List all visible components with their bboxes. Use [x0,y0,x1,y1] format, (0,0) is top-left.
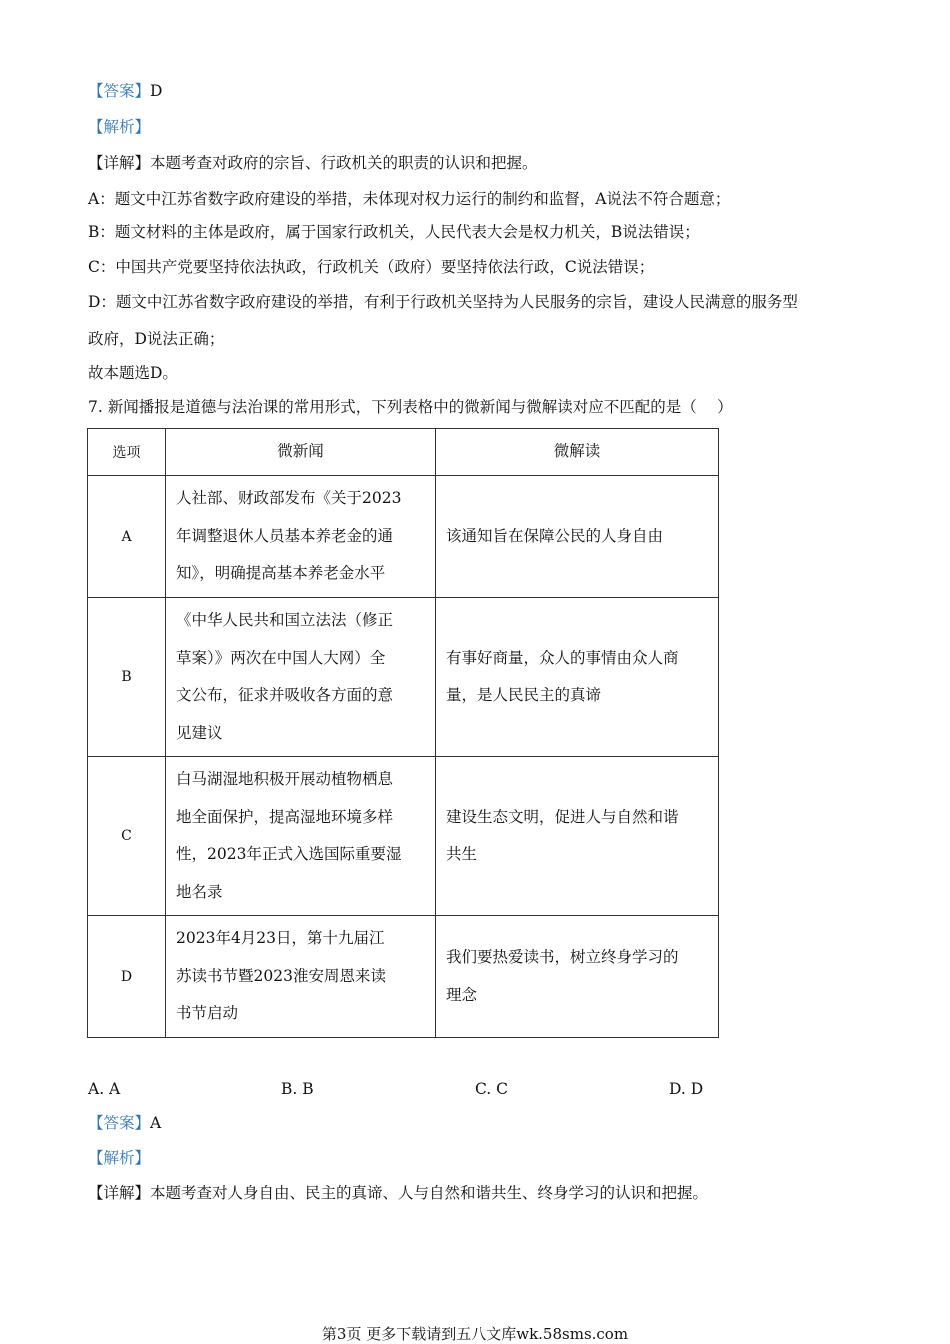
interp-line: 该通知旨在保障公民的人身自由 [446,526,664,545]
interp-line: 建设生态文明，促进人与自然和谐 [446,807,679,826]
answer7-line [88,1112,161,1134]
news-line: 草案）》两次在中国人大网）全 [176,648,386,667]
row-interpretation [436,916,719,1038]
answer7-value: A [150,1114,162,1132]
answer-value: D [150,82,163,100]
news-line: 人社部、财政部发布《关于2023 [176,489,402,508]
row-news [166,757,436,916]
question-stem: 7. 新闻播报是道德与法治课的常用形式，下列表格中的微新闻与微解读对应不匹配的是（ ） [88,398,733,416]
interp-line: 量，是人民民主的真谛 [446,686,602,704]
interp-line: 我们要热爱读书，树立终身学习的 [446,948,679,966]
choice-a: A. A [88,1080,121,1098]
row-interpretation [436,757,719,916]
choice-b: B. B [281,1080,314,1098]
table-header-row [88,429,719,476]
news-line: 见建议 [176,723,223,742]
news-line: 年调整退休人员基本养老金的通 [176,526,394,545]
news-line: 知》，明确提高基本养老金水平 [176,564,386,583]
choice-c: C. C [475,1080,509,1098]
detail-text: 本题考查对政府的宗旨、行政机关的职责的认识和把握。 [150,154,538,172]
detail-tag: 【详解】 [88,154,151,172]
page-footer: 第3页 更多下载请到五八文库wk.58sms.com [321,1325,629,1343]
choice-d: D. D [669,1080,704,1098]
answer-line [88,80,162,102]
detail-line [88,152,538,174]
row-interpretation [436,598,719,757]
news-table [87,428,719,1038]
row-interpretation [436,476,719,598]
detail7-text: 本题考查对人身自由、民主的真谛、人与自然和谐共生、终身学习的认识和把握。 [150,1184,709,1202]
news-line: 文公布，征求并吸收各方面的意 [176,686,394,704]
answer-tag: 【答案】 [88,82,151,100]
row-news [166,476,436,598]
analysis-line-a: A：题文中江苏省数字政府建设的举措，未体现对权力运行的制约和监督，A说法不符合题意； [88,190,731,208]
news-line: 书节启动 [176,1004,239,1023]
news-line: 2023年4月23日，第十九届江 [176,929,385,948]
news-line: 地名录 [176,882,223,901]
news-line: 地全面保护，提高湿地环境多样 [176,807,394,826]
analysis-line-d-cont: 政府，D说法正确； [88,330,225,348]
row-option: D [88,916,166,1038]
header-interpretation: 微解读 [436,429,719,476]
analysis-line-c: C：中国共产党要坚持依法执政，行政机关（政府）要坚持依法行政，C说法错误； [88,258,655,276]
news-line: 《中华人民共和国立法法（修正 [176,611,394,629]
analysis-line-d: D：题文中江苏省数字政府建设的举措，有利于行政机关坚持为人民服务的宗旨，建设人民满意的服务型 [88,293,798,311]
interp-line: 理念 [446,985,478,1004]
analysis-line-b: B：题文材料的主体是政府，属于国家行政机关，人民代表大会是权力机关，B说法错误； [88,223,700,241]
conclusion-line: 故本题选D。 [88,364,178,382]
header-option: 选项 [88,429,166,476]
news-line: 白马湖湿地积极开展动植物栖息 [176,770,394,788]
row-option: A [88,476,166,598]
row-option: C [88,757,166,916]
row-news [166,916,436,1038]
header-news: 微新闻 [166,429,436,476]
news-line: 性，2023年正式入选国际重要湿 [176,845,402,863]
table-row [88,598,719,757]
table-row [88,476,719,598]
detail7-line [88,1182,708,1204]
table-row [88,757,719,916]
table-row [88,916,719,1038]
answer7-tag: 【答案】 [88,1114,151,1132]
analysis-tag: 【解析】 [88,118,151,136]
news-line: 苏读书节暨2023淮安周恩来读 [176,966,386,985]
analysis7-tag: 【解析】 [88,1149,151,1167]
row-option: B [88,598,166,757]
interp-line: 有事好商量，众人的事情由众人商 [446,648,679,667]
detail7-tag: 【详解】 [88,1184,151,1202]
row-news [166,598,436,757]
interp-line: 共生 [446,845,478,863]
